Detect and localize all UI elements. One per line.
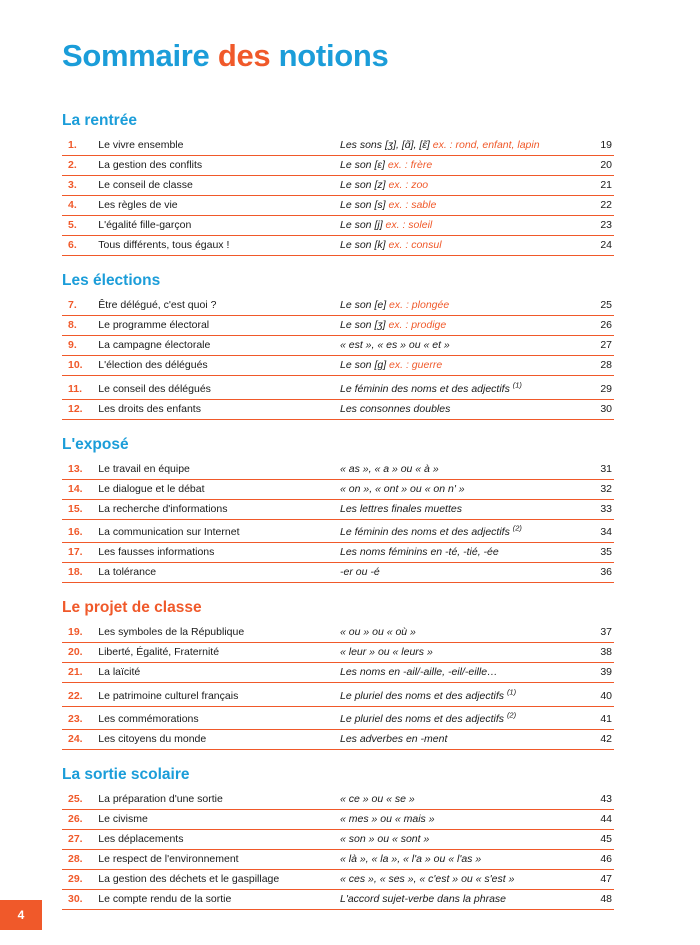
entry-number: 16. (62, 519, 98, 543)
notion-text: Le son [e] (340, 299, 387, 311)
entry-notion (340, 790, 572, 810)
notion-example: ex. : plongée (386, 299, 450, 311)
entry-page-number[interactable]: 41 (572, 706, 614, 730)
notion-text: -er ou -é (340, 566, 380, 578)
entry-number: 23. (62, 706, 98, 730)
entry-title[interactable]: L'égalité fille-garçon (98, 216, 340, 236)
notion-text: Le son [ɛ] (340, 159, 385, 171)
entry-title[interactable]: Le civisme (98, 810, 340, 830)
notion-text: Le féminin des noms et des adjectifs $^{(2)}$ (340, 523, 522, 538)
notion-example: ex. : guerre (386, 359, 443, 371)
table-row[interactable] (62, 563, 614, 583)
entry-page-number[interactable]: 34 (572, 519, 614, 543)
entry-number: 18. (62, 563, 98, 583)
section-heading: La sortie scolaire (62, 766, 190, 783)
entry-number: 11. (62, 376, 98, 400)
notion-text: Le pluriel des noms et des adjectifs $^{(1)}$ (340, 687, 517, 702)
entry-number: 13. (62, 460, 98, 480)
entry-page-number[interactable]: 40 (572, 683, 614, 707)
toc-section (62, 436, 614, 584)
entry-page-number[interactable]: 30 (572, 399, 614, 419)
notion-text: « là », « la », « l'a » ou « l'as » (340, 853, 482, 865)
entry-number: 1. (62, 136, 98, 156)
entry-title[interactable]: La recherche d'informations (98, 499, 340, 519)
entry-notion (340, 196, 572, 216)
section-heading: La rentrée (62, 112, 137, 129)
notion-example: ex. : rond, enfant, lapin (429, 139, 540, 151)
toc-section (62, 599, 614, 750)
entry-number: 15. (62, 499, 98, 519)
notion-text: Le son [z] (340, 179, 386, 191)
entry-title[interactable]: Le respect de l'environnement (98, 850, 340, 870)
table-row[interactable] (62, 850, 614, 870)
notion-text: Les noms féminins en -té, -tié, -ée (340, 546, 499, 558)
entry-title[interactable]: Les déplacements (98, 830, 340, 850)
table-row[interactable] (62, 663, 614, 683)
table-row[interactable] (62, 643, 614, 663)
table-row[interactable] (62, 316, 614, 336)
section-heading: L'exposé (62, 435, 129, 453)
entry-number: 2. (62, 156, 98, 176)
notion-footnote-marker: (2) (512, 523, 522, 533)
notion-text: Le son [k] (340, 239, 386, 251)
entry-page-number[interactable]: 26 (572, 316, 614, 336)
entry-title[interactable]: Le vivre ensemble (98, 136, 340, 156)
entry-notion (340, 730, 572, 750)
entry-number: 7. (62, 296, 98, 316)
page-title-part1: Sommaire (62, 38, 210, 73)
entry-page-number[interactable]: 42 (572, 730, 614, 750)
notion-footnote-marker: (1) (506, 687, 517, 696)
notion-text: « son » ou « sont » (340, 833, 430, 845)
notion-text: Le son [s] (340, 199, 386, 211)
entry-notion (340, 176, 572, 196)
notion-text: Les consonnes doubles (340, 402, 451, 415)
entry-notion (340, 236, 572, 256)
table-row[interactable] (62, 890, 614, 910)
notion-example: ex. : consul (385, 239, 442, 251)
entry-number: 17. (62, 543, 98, 563)
entry-number: 27. (62, 830, 98, 850)
entry-title[interactable]: Les symboles de la République (98, 623, 340, 643)
entry-number: 3. (62, 176, 98, 196)
entry-title[interactable]: Les règles de vie (98, 196, 340, 216)
entry-page-number[interactable]: 48 (572, 890, 614, 910)
entry-page-number[interactable]: 27 (572, 336, 614, 356)
entry-number: 24. (62, 730, 98, 750)
page-title (62, 38, 388, 74)
table-row[interactable] (62, 519, 614, 543)
entry-page-number[interactable]: 38 (572, 643, 614, 663)
table-row[interactable] (62, 176, 614, 196)
entry-notion (340, 543, 572, 563)
entry-page-number[interactable]: 29 (572, 376, 614, 400)
entry-notion (340, 336, 572, 356)
table-row[interactable] (62, 236, 614, 256)
notion-footnote-marker: (1) (512, 380, 522, 389)
entry-page-number[interactable]: 25 (572, 296, 614, 316)
table-row[interactable] (62, 216, 614, 236)
toc-table (62, 623, 614, 750)
entry-notion (340, 479, 572, 499)
entry-notion (340, 296, 572, 316)
entry-page-number[interactable]: 24 (572, 236, 614, 256)
table-row[interactable] (62, 623, 614, 643)
entry-title[interactable]: La gestion des conflits (98, 156, 340, 176)
entry-notion (340, 850, 572, 870)
notion-example: ex. : frère (384, 159, 433, 171)
entry-notion (340, 830, 572, 850)
entry-title[interactable]: Liberté, Égalité, Fraternité (98, 643, 340, 663)
entry-page-number[interactable]: 39 (572, 663, 614, 683)
table-row[interactable] (62, 196, 614, 216)
entry-title[interactable]: Les fausses informations (98, 543, 340, 563)
notion-text: Le féminin des noms et des adjectifs $^{(1)}$ (340, 380, 522, 395)
toc-table (62, 460, 614, 584)
table-of-contents (62, 112, 614, 926)
entry-notion (340, 356, 572, 376)
entry-title[interactable]: Le dialogue et le débat (98, 479, 340, 499)
entry-number: 29. (62, 870, 98, 890)
table-row[interactable] (62, 706, 614, 730)
entry-number: 10. (62, 356, 98, 376)
notion-example: ex. : soleil (382, 219, 433, 231)
entry-page-number[interactable]: 47 (572, 870, 614, 890)
table-row[interactable] (62, 683, 614, 707)
entry-title[interactable]: La gestion des déchets et le gaspillage (98, 870, 340, 890)
toc-section (62, 272, 614, 420)
entry-notion (340, 663, 572, 683)
table-row[interactable] (62, 499, 614, 519)
table-row[interactable] (62, 543, 614, 563)
entry-number: 28. (62, 850, 98, 870)
entry-page-number[interactable]: 20 (572, 156, 614, 176)
table-row[interactable] (62, 336, 614, 356)
entry-page-number[interactable]: 37 (572, 623, 614, 643)
entry-number: 5. (62, 216, 98, 236)
notion-text: « ces », « ses », « c'est » ou « s'est » (340, 873, 515, 885)
entry-number: 12. (62, 399, 98, 419)
notion-text: Les noms en -ail/-aille, -eil/-eille… (340, 666, 498, 678)
entry-number: 4. (62, 196, 98, 216)
entry-notion (340, 683, 572, 707)
notion-text: L'accord sujet-verbe dans la phrase (340, 893, 507, 905)
entry-number: 21. (62, 663, 98, 683)
table-row[interactable] (62, 790, 614, 810)
table-row[interactable] (62, 830, 614, 850)
entry-page-number[interactable]: 46 (572, 850, 614, 870)
table-row[interactable] (62, 376, 614, 400)
toc-table (62, 136, 614, 256)
page-title-part2: des (209, 38, 279, 73)
table-row[interactable] (62, 399, 614, 419)
entry-page-number[interactable]: 35 (572, 543, 614, 563)
table-row[interactable] (62, 810, 614, 830)
entry-title[interactable]: Le patrimoine culturel français (98, 683, 340, 707)
notion-text: « ce » ou « se » (340, 793, 415, 805)
entry-notion (340, 376, 572, 400)
entry-title[interactable]: Être délégué, c'est quoi ? (98, 296, 340, 316)
entry-notion (340, 623, 572, 643)
entry-notion (340, 216, 572, 236)
entry-number: 25. (62, 790, 98, 810)
entry-notion (340, 499, 572, 519)
toc-section (62, 112, 614, 256)
entry-title[interactable]: Le travail en équipe (98, 460, 340, 480)
entry-number: 14. (62, 479, 98, 499)
table-row[interactable] (62, 460, 614, 480)
page-title-part3: notions (278, 38, 389, 73)
table-row[interactable] (62, 136, 614, 156)
entry-title[interactable]: Les commémorations (98, 706, 340, 730)
notion-text: « on », « ont » ou « on n' » (340, 482, 465, 495)
notion-example: ex. : sable (385, 199, 437, 211)
entry-page-number[interactable]: 32 (572, 479, 614, 499)
entry-title[interactable]: L'élection des délégués (98, 356, 340, 376)
entry-notion (340, 519, 572, 543)
entry-page-number[interactable]: 33 (572, 499, 614, 519)
entry-page-number[interactable]: 43 (572, 790, 614, 810)
table-row[interactable] (62, 156, 614, 176)
table-row[interactable] (62, 356, 614, 376)
toc-section (62, 766, 614, 910)
entry-notion (340, 460, 572, 480)
entry-title[interactable]: La préparation d'une sortie (98, 790, 340, 810)
entry-page-number[interactable]: 19 (572, 136, 614, 156)
entry-title[interactable]: La communication sur Internet (98, 519, 340, 543)
toc-table (62, 790, 614, 910)
entry-number: 9. (62, 336, 98, 356)
entry-title[interactable]: Les droits des enfants (98, 399, 340, 419)
section-heading: Les élections (62, 272, 161, 289)
entry-number: 19. (62, 623, 98, 643)
entry-notion (340, 399, 572, 419)
entry-title[interactable]: Le conseil des délégués (98, 376, 340, 400)
page-number: 4 (17, 908, 25, 922)
entry-notion (340, 316, 572, 336)
notion-text: Les sons [ʒ], [ɑ̃], [ɛ̃] (340, 139, 430, 151)
notion-text: « as », « a » ou « à » (340, 462, 439, 475)
notion-text: Le pluriel des noms et des adjectifs $^{(2)}$ (340, 710, 517, 725)
entry-notion (340, 136, 572, 156)
notion-text: Le son [j] (340, 219, 383, 231)
toc-table (62, 296, 614, 420)
entry-title[interactable]: La tolérance (98, 563, 340, 583)
notion-text: « ou » ou « où » (340, 626, 416, 638)
entry-number: 6. (62, 236, 98, 256)
entry-notion (340, 706, 572, 730)
entry-notion (340, 870, 572, 890)
entry-notion (340, 563, 572, 583)
section-heading: Le projet de classe (62, 599, 202, 616)
notion-text: « est », « es » ou « et » (340, 339, 450, 351)
entry-page-number[interactable]: 21 (572, 176, 614, 196)
entry-number: 22. (62, 683, 98, 707)
table-row[interactable] (62, 479, 614, 499)
notion-text: Le son [ʒ] (340, 319, 386, 331)
table-row[interactable] (62, 870, 614, 890)
entry-notion (340, 643, 572, 663)
entry-page-number[interactable]: 28 (572, 356, 614, 376)
entry-page-number[interactable]: 31 (572, 460, 614, 480)
entry-number: 30. (62, 890, 98, 910)
entry-notion (340, 890, 572, 910)
entry-page-number[interactable]: 36 (572, 563, 614, 583)
entry-title[interactable]: Les citoyens du monde (98, 730, 340, 750)
entry-page-number[interactable]: 44 (572, 810, 614, 830)
notion-text: « mes » ou « mais » (340, 813, 435, 825)
notion-example: ex. : zoo (385, 179, 429, 191)
table-row[interactable] (62, 730, 614, 750)
entry-page-number[interactable]: 45 (572, 830, 614, 850)
notion-text: Le son [g] (340, 359, 387, 371)
notion-text: Les adverbes en -ment (340, 733, 448, 745)
entry-page-number[interactable]: 22 (572, 196, 614, 216)
entry-number: 20. (62, 643, 98, 663)
entry-title[interactable]: La campagne électorale (98, 336, 340, 356)
notion-footnote-marker: (2) (506, 710, 517, 720)
entry-notion (340, 156, 572, 176)
entry-title[interactable]: Tous différents, tous égaux ! (98, 236, 340, 256)
entry-page-number[interactable]: 23 (572, 216, 614, 236)
notion-example: ex. : prodige (385, 319, 447, 331)
entry-number: 8. (62, 316, 98, 336)
notion-text: « leur » ou « leurs » (340, 646, 433, 658)
entry-number: 26. (62, 810, 98, 830)
entry-notion (340, 810, 572, 830)
entry-title[interactable]: La laïcité (98, 663, 340, 683)
entry-title[interactable]: Le conseil de classe (98, 176, 340, 196)
notion-text: Les lettres finales muettes (340, 502, 462, 515)
entry-title[interactable]: Le compte rendu de la sortie (98, 890, 340, 910)
table-row[interactable] (62, 296, 614, 316)
entry-title[interactable]: Le programme électoral (98, 316, 340, 336)
